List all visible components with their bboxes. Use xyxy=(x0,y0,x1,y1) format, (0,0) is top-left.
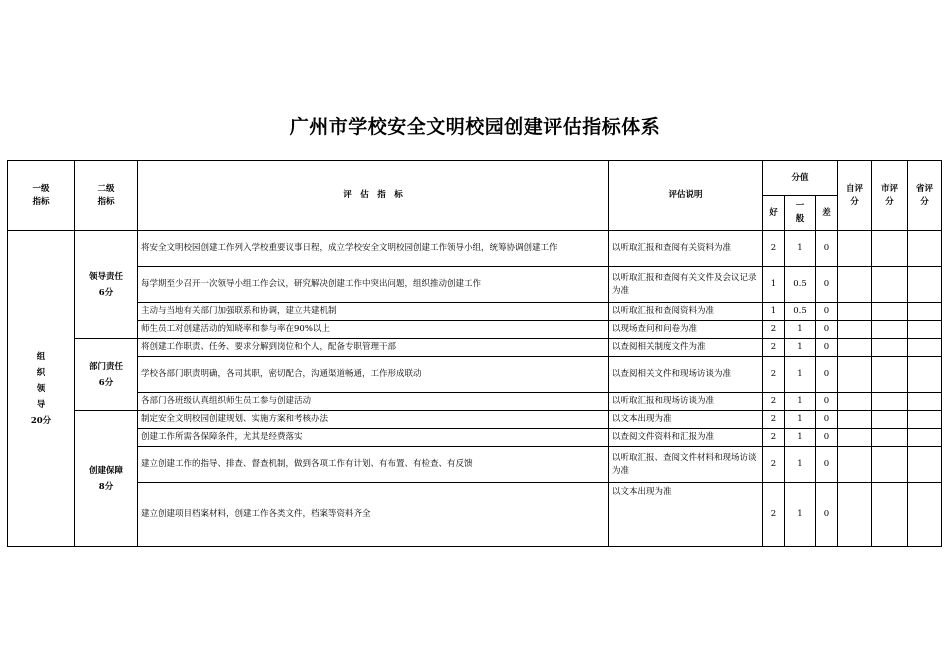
explanation-cell: 以听取汇报和查阅有关文件及会议记录为准 xyxy=(609,267,763,303)
score-poor: 0 xyxy=(816,393,838,411)
header-normal: 一 般 xyxy=(785,196,816,231)
header-score: 分值 xyxy=(763,161,838,196)
indicator-cell: 将安全文明校园创建工作列入学校重要议事日程，成立学校安全文明校园创建工作领导小组，统筹协调创建工作 xyxy=(138,231,609,267)
explanation-cell: 以听取汇报和现场访谈为准 xyxy=(609,393,763,411)
city-score-cell xyxy=(872,483,908,547)
score-good: 2 xyxy=(763,231,785,267)
province-score-cell xyxy=(908,393,942,411)
score-good: 1 xyxy=(763,303,785,321)
indicator-cell: 每学期至少召开一次领导小组工作会议，研究解决创建工作中突出问题，组织推动创建工作 xyxy=(138,267,609,303)
header-level2: 二级 指标 xyxy=(75,161,138,231)
score-good: 1 xyxy=(763,267,785,303)
province-score-cell xyxy=(908,357,942,393)
header-good: 好 xyxy=(763,196,785,231)
score-normal: 1 xyxy=(785,411,816,429)
explanation-cell: 以查阅相关文件和现场访谈为准 xyxy=(609,357,763,393)
self-score-cell xyxy=(838,303,872,321)
indicator-cell: 建立创建工作的指导、排查、督查机制，做到各项工作有计划、有布置、有检查、有反馈 xyxy=(138,447,609,483)
self-score-cell xyxy=(838,483,872,547)
table-row xyxy=(8,483,942,547)
level2-cell: 部门责任 6分 xyxy=(75,339,138,411)
header-city-score: 市评 分 xyxy=(872,161,908,231)
province-score-cell xyxy=(908,321,942,339)
header-province-score: 省评 分 xyxy=(908,161,942,231)
level1-cell: 组 织 领 导 20分 xyxy=(8,231,75,547)
score-normal: 1 xyxy=(785,393,816,411)
score-normal: 1 xyxy=(785,321,816,339)
city-score-cell xyxy=(872,231,908,267)
city-score-cell xyxy=(872,429,908,447)
score-good: 2 xyxy=(763,429,785,447)
table-row xyxy=(8,411,942,429)
score-normal: 1 xyxy=(785,429,816,447)
city-score-cell xyxy=(872,393,908,411)
table-row xyxy=(8,231,942,267)
city-score-cell xyxy=(872,411,908,429)
indicator-cell: 建立创建项目档案材料，创建工作各类文件，档案等资料齐全 xyxy=(138,483,609,547)
score-normal: 0.5 xyxy=(785,303,816,321)
province-score-cell xyxy=(908,411,942,429)
header-level1: 一级 指标 xyxy=(8,161,75,231)
city-score-cell xyxy=(872,303,908,321)
explanation-cell: 以文本出现为准 xyxy=(609,483,763,547)
header-row xyxy=(8,161,942,196)
score-good: 2 xyxy=(763,483,785,547)
score-good: 2 xyxy=(763,321,785,339)
explanation-cell: 以现场查问和问卷为准 xyxy=(609,321,763,339)
table-row xyxy=(8,321,942,339)
province-score-cell xyxy=(908,231,942,267)
explanation-cell: 以听取汇报和查阅有关资料为准 xyxy=(609,231,763,267)
evaluation-table xyxy=(7,160,942,547)
score-normal: 1 xyxy=(785,339,816,357)
explanation-cell: 以查阅文件资料和汇报为准 xyxy=(609,429,763,447)
province-score-cell xyxy=(908,483,942,547)
header-explanation: 评估说明 xyxy=(609,161,763,231)
table-row xyxy=(8,267,942,303)
indicator-cell: 学校各部门职责明确，各司其职，密切配合，沟通渠道畅通，工作形成联动 xyxy=(138,357,609,393)
score-good: 2 xyxy=(763,411,785,429)
indicator-cell: 制定安全文明校园创建规划、实施方案和考核办法 xyxy=(138,411,609,429)
city-score-cell xyxy=(872,267,908,303)
score-poor: 0 xyxy=(816,303,838,321)
score-poor: 0 xyxy=(816,411,838,429)
table-row xyxy=(8,429,942,447)
score-normal: 1 xyxy=(785,357,816,393)
indicator-cell: 主动与当地有关部门加强联系和协调，建立共建机制 xyxy=(138,303,609,321)
indicator-cell: 各部门各班级认真组织师生员工参与创建活动 xyxy=(138,393,609,411)
score-normal: 0.5 xyxy=(785,267,816,303)
score-good: 2 xyxy=(763,447,785,483)
self-score-cell xyxy=(838,231,872,267)
explanation-cell: 以听取汇报和查阅资料为准 xyxy=(609,303,763,321)
indicator-cell: 将创建工作职责、任务、要求分解到岗位和个人，配备专职管理干部 xyxy=(138,339,609,357)
score-poor: 0 xyxy=(816,429,838,447)
table-row xyxy=(8,339,942,357)
score-poor: 0 xyxy=(816,447,838,483)
province-score-cell xyxy=(908,267,942,303)
level2-cell: 创建保障 8分 xyxy=(75,411,138,547)
city-score-cell xyxy=(872,339,908,357)
city-score-cell xyxy=(872,447,908,483)
score-normal: 1 xyxy=(785,483,816,547)
score-normal: 1 xyxy=(785,447,816,483)
self-score-cell xyxy=(838,447,872,483)
level2-cell: 领导责任 6分 xyxy=(75,231,138,339)
indicator-cell: 创建工作所需各保障条件，尤其是经费落实 xyxy=(138,429,609,447)
table-row xyxy=(8,303,942,321)
header-indicator: 评 估 指 标 xyxy=(138,161,609,231)
indicator-cell: 师生员工对创建活动的知晓率和参与率在90%以上 xyxy=(138,321,609,339)
score-poor: 0 xyxy=(816,267,838,303)
header-self-score: 自评 分 xyxy=(838,161,872,231)
self-score-cell xyxy=(838,357,872,393)
city-score-cell xyxy=(872,321,908,339)
score-good: 2 xyxy=(763,357,785,393)
province-score-cell xyxy=(908,447,942,483)
city-score-cell xyxy=(872,357,908,393)
self-score-cell xyxy=(838,429,872,447)
self-score-cell xyxy=(838,393,872,411)
document-title: 广州市学校安全文明校园创建评估指标体系 xyxy=(289,116,661,138)
explanation-cell: 以听取汇报、查阅文件材料和现场访谈为准 xyxy=(609,447,763,483)
score-poor: 0 xyxy=(816,321,838,339)
score-normal: 1 xyxy=(785,231,816,267)
table-row xyxy=(8,357,942,393)
self-score-cell xyxy=(838,267,872,303)
score-poor: 0 xyxy=(816,357,838,393)
self-score-cell xyxy=(838,411,872,429)
score-poor: 0 xyxy=(816,231,838,267)
explanation-cell: 以查阅相关制度文件为准 xyxy=(609,339,763,357)
table-row xyxy=(8,393,942,411)
province-score-cell xyxy=(908,429,942,447)
header-poor: 差 xyxy=(816,196,838,231)
score-poor: 0 xyxy=(816,483,838,547)
score-good: 2 xyxy=(763,393,785,411)
self-score-cell xyxy=(838,321,872,339)
province-score-cell xyxy=(908,339,942,357)
province-score-cell xyxy=(908,303,942,321)
score-good: 2 xyxy=(763,339,785,357)
self-score-cell xyxy=(838,339,872,357)
score-poor: 0 xyxy=(816,339,838,357)
table-row xyxy=(8,447,942,483)
explanation-cell: 以文本出现为准 xyxy=(609,411,763,429)
